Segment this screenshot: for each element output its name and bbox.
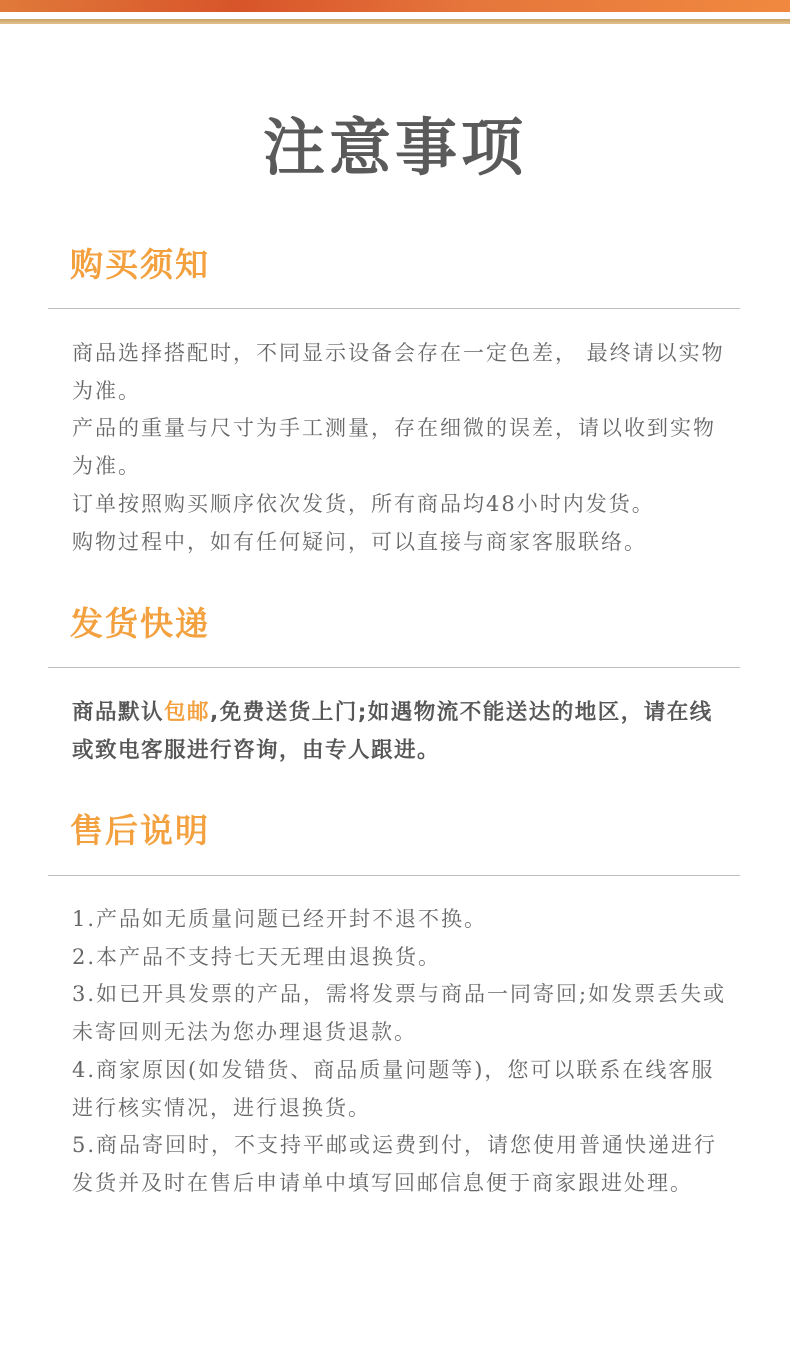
purchase-note: 商品选择搭配时，不同显示设备会存在一定色差， 最终请以实物为准。 — [72, 341, 725, 403]
aftersales-item: 5.商品寄回时，不支持平邮或运费到付，请您使用普通快递进行发货并及时在售后申请单中填写回邮信息便于商家跟进处理。 — [72, 1133, 718, 1195]
purchase-note: 产品的重量与尺寸为手工测量，存在细微的误差，请以收到实物为准。 — [72, 416, 716, 479]
free-shipping-highlight: 包邮 — [164, 700, 211, 725]
shipping-text: ,免费送货上门;如遇物流不能送达的地区，请在线或致电客服进行咨询，由专人跟进。 — [72, 700, 713, 763]
purchase-note: 购物过程中，如有任何疑问，可以直接与商家客服联络。 — [72, 529, 647, 554]
page-title: 注意事项 — [262, 111, 527, 184]
divider — [48, 308, 740, 309]
purchase-notes — [72, 335, 732, 561]
divider — [48, 667, 740, 668]
aftersales-item: 2.本产品不支持七天无理由退换货。 — [72, 944, 442, 969]
shipping-note — [72, 694, 732, 769]
divider — [48, 875, 740, 876]
aftersales-item: 1.产品如无质量问题已经开封不退不换。 — [72, 907, 488, 931]
section-heading-aftersales: 售后说明 — [70, 811, 210, 850]
top-decorative-band — [0, 0, 790, 12]
aftersales-item: 4.商家原因(如发错货、商品质量问题等)，您可以联系在线客服进行核实情况，进行退换货。 — [72, 1057, 715, 1120]
shipping-text: 商品默认 — [72, 700, 165, 725]
section-heading-shipping: 发货快递 — [70, 604, 210, 643]
aftersales-notes — [72, 901, 732, 1203]
top-band-gap — [0, 12, 790, 19]
purchase-note: 订单按照购买顺序依次发货，所有商品均48小时内发货。 — [72, 491, 655, 516]
top-gold-stripe — [0, 19, 790, 24]
aftersales-item: 3.如已开具发票的产品，需将发票与商品一同寄回;如发票丢失或未寄回则无法为您办理退货退款。 — [72, 982, 727, 1045]
section-heading-purchase: 购买须知 — [70, 245, 210, 284]
